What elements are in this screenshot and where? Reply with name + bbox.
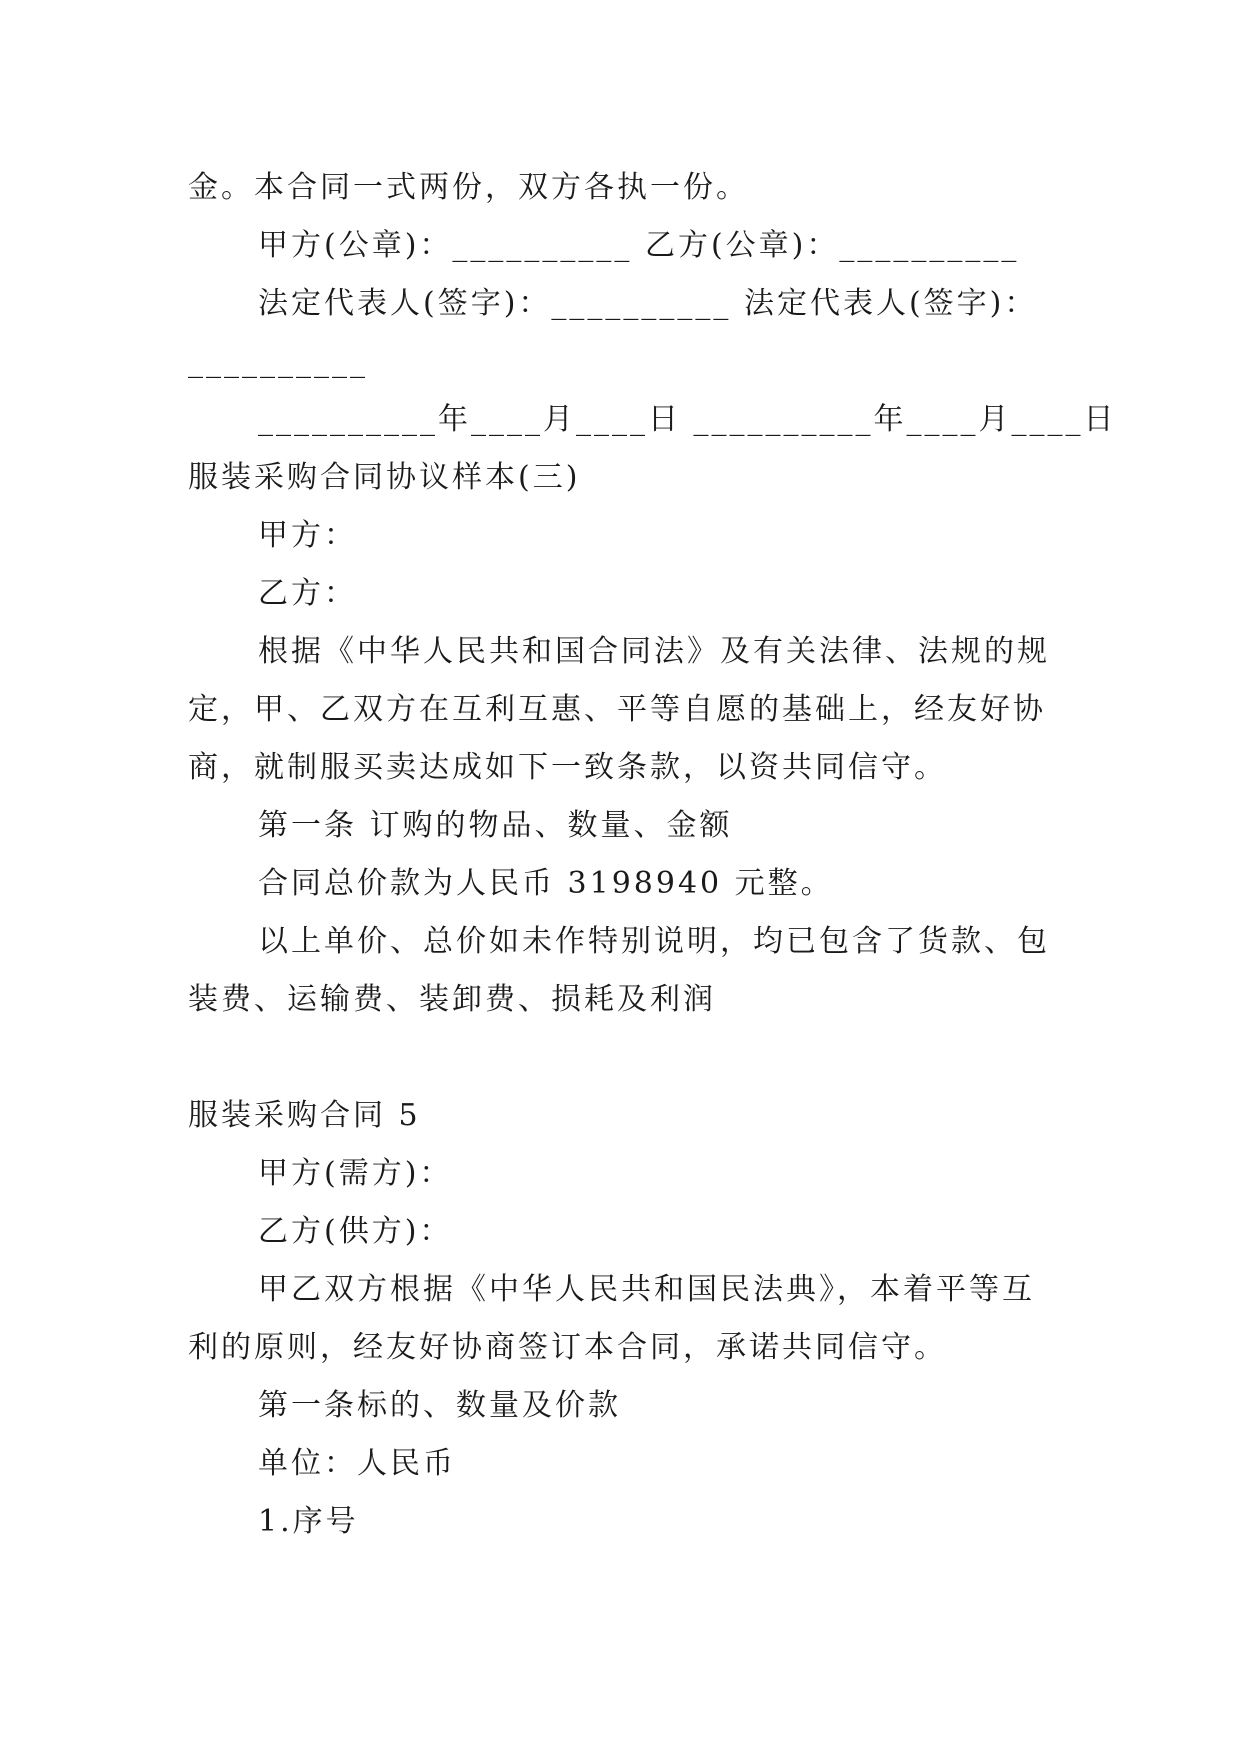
text-line-closing: 金。本合同一式两份，双方各执一份。 <box>188 170 749 205</box>
section-title-sample-3: 服装采购合同协议样本(三) <box>188 460 581 495</box>
article-heading: 第一条 订购的物品、数量、金额 <box>258 808 733 843</box>
text-line-party-b: 乙方： <box>258 576 357 611</box>
paragraph-line: 装费、运输费、装卸费、损耗及利润 <box>188 982 716 1017</box>
text-line-total-price: 合同总价款为人民币 3198940 元整。 <box>258 866 834 901</box>
paragraph-line: 以上单价、总价如未作特别说明，均已包含了货款、包 <box>258 924 1050 959</box>
paragraph-line: 根据《中华人民共和国合同法》及有关法律、法规的规 <box>258 634 1050 669</box>
text-line-representative-blanks: 法定代表人(签字)：__________ 法定代表人(签字)： <box>258 286 1038 321</box>
text-line-currency-unit: 单位：人民币 <box>258 1446 456 1481</box>
paragraph-line: 甲乙双方根据《中华人民共和国民法典》，本着平等互 <box>258 1272 1035 1307</box>
text-line-seal-blanks: 甲方(公章)：__________ 乙方(公章)：__________ <box>258 228 1020 263</box>
paragraph-line: 利的原则，经友好协商签订本合同，承诺共同信守。 <box>188 1330 947 1365</box>
section-title-contract-5: 服装采购合同 5 <box>188 1098 421 1133</box>
text-line-blank: __________ <box>188 344 368 379</box>
text-line-party-a: 甲方： <box>258 518 357 553</box>
text-line-item-number: 1.序号 <box>258 1504 359 1539</box>
text-line-party-b-supplier: 乙方(供方)： <box>258 1214 453 1249</box>
article-heading: 第一条标的、数量及价款 <box>258 1388 621 1423</box>
text-line-party-a-buyer: 甲方(需方)： <box>258 1156 453 1191</box>
text-line-date-blanks: __________年____月____日 __________年____月____日 <box>258 402 1117 437</box>
paragraph-line: 商，就制服买卖达成如下一致条款，以资共同信守。 <box>188 750 947 785</box>
paragraph-line: 定，甲、乙双方在互利互惠、平等自愿的基础上，经友好协 <box>188 692 1046 727</box>
